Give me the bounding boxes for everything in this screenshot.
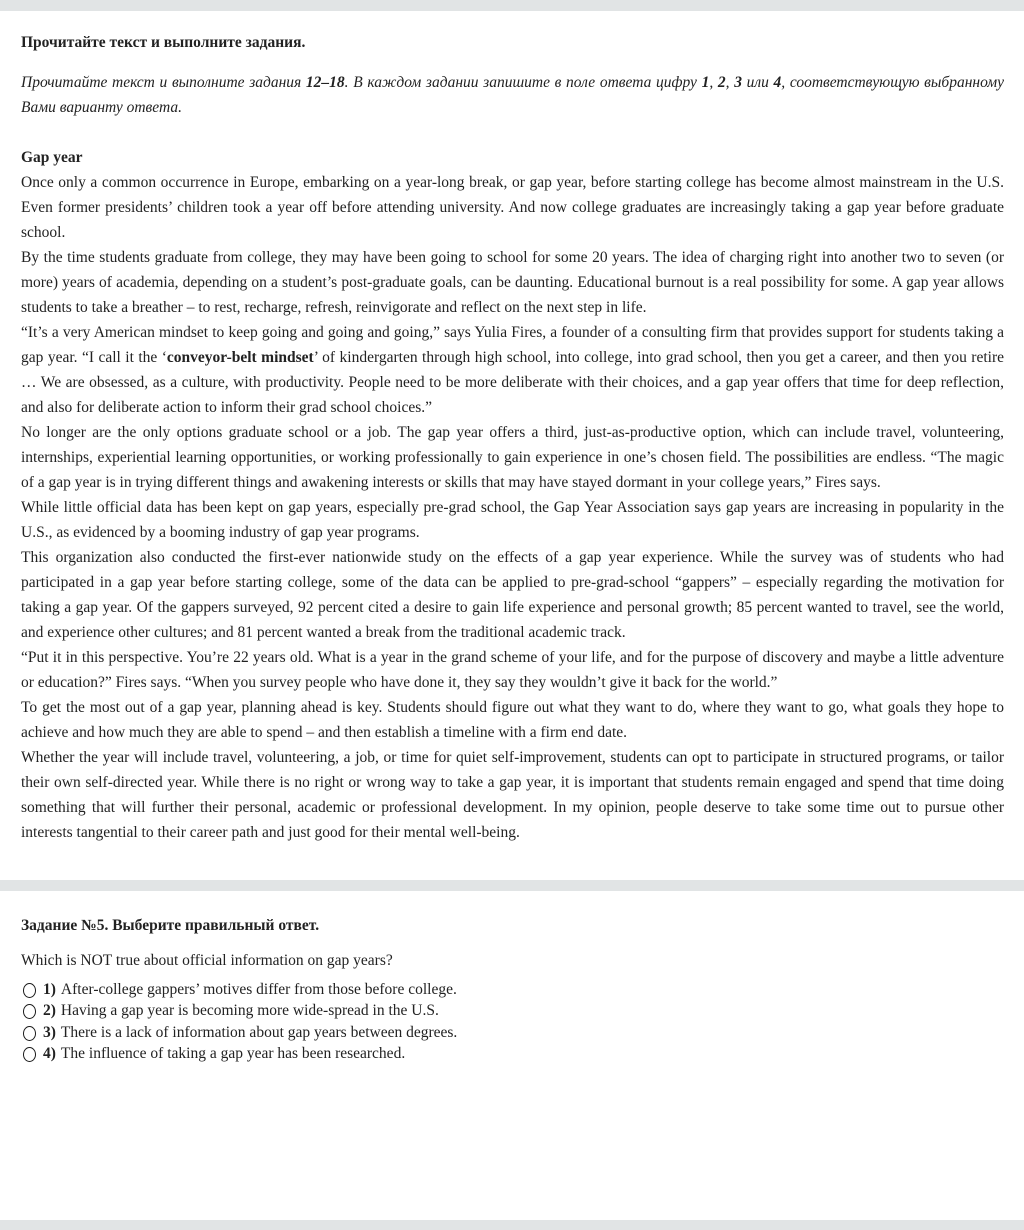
- section-separator-bar: [0, 880, 1024, 891]
- article-title: Gap year: [21, 149, 83, 166]
- option-label: There is a lack of information about gap years between degrees.: [60, 1023, 458, 1041]
- top-separator-bar: [0, 0, 1024, 11]
- radio-button-icon[interactable]: [23, 1026, 36, 1041]
- task-title: Задание №5. Выберите правильный ответ.: [21, 917, 320, 934]
- option-label: After-college gappers’ motives differ from those before college.: [60, 980, 457, 998]
- article-paragraph: Once only a common occurrence in Europe, embarking on a year-long break, or gap year, before starting college has become almost mainstream in the U.S. Even former presidents’ children took a year off before attending university. And now college graduates are increasingly taking a gap year before graduate school.: [21, 174, 1004, 241]
- option-number: 3): [43, 1023, 56, 1041]
- article-paragraph: Whether the year will include travel, volunteering, a job, or time for quiet self-improvement, students can opt to participate in structured programs, or tailor their own self-directed year. While there is no right or wrong way to take a gap year, it is important that students remain engaged and spend that time doing something that will further their personal, academic or professional development. In my opinion, people deserve to take some time out to pursue other interests tangential to their career path and just good for their mental well-being.: [21, 749, 1004, 841]
- reading-section: [0, 30, 1024, 845]
- instructions-subtitle: Прочитайте текст и выполните задания 12–18. В каждом задании запишите в поле ответа цифру 1, 2, 3 или 4, соответствующую выбранному Вами варианту ответа.: [21, 74, 1005, 116]
- task-section: [0, 913, 1024, 1065]
- answer-option-4[interactable]: [21, 1044, 1004, 1066]
- article-paragraph: By the time students graduate from college, they may have been going to school for some 20 years. The idea of charging right into another two to seven (or more) years of academia, depending on a student’s post-graduate goals, can be daunting. Educational burnout is a real possibility for some. A gap year allows students to take a breather – to rest, recharge, refresh, reinvigorate and reflect on the next step in life.: [21, 249, 1004, 316]
- answer-option-2[interactable]: [21, 1001, 1004, 1023]
- option-number: 4): [43, 1045, 56, 1063]
- option-number: 2): [43, 1002, 56, 1020]
- answer-option-1[interactable]: [21, 979, 1004, 1001]
- radio-button-icon[interactable]: [23, 1004, 36, 1019]
- answer-option-3[interactable]: [21, 1022, 1004, 1044]
- question-text: Which is NOT true about official information on gap years?: [21, 952, 393, 969]
- article-paragraph: While little official data has been kept on gap years, especially pre-grad school, the Gap Year Association says gap years are increasing in popularity in the U.S., as evidenced by a booming industry of gap year programs.: [21, 499, 1004, 541]
- option-label: Having a gap year is becoming more wide-spread in the U.S.: [60, 1002, 439, 1020]
- article-paragraph: To get the most out of a gap year, planning ahead is key. Students should figure out what they want to do, where they want to go, what goals they hope to achieve and how much they are able to spend – and then establish a timeline with a firm end date.: [21, 699, 1004, 741]
- section-title: Прочитайте текст и выполните задания.: [21, 34, 306, 51]
- article-paragraph: “Put it in this perspective. You’re 22 years old. What is a year in the grand scheme of your life, and for the purpose of discovery and maybe a little adventure or education?” Fires says. “When you survey people who have done it, they say they wouldn’t give it back for the world.”: [21, 649, 1004, 691]
- option-number: 1): [43, 980, 56, 998]
- article-body: [21, 170, 1004, 845]
- radio-button-icon[interactable]: [23, 983, 36, 998]
- article-paragraph: No longer are the only options graduate school or a job. The gap year offers a third, just-as-productive option, which can include travel, volunteering, internships, experiential learning opportunities, or working professionally to gain experience in one’s chosen field. The possibilities are endless. “The magic of a gap year is in trying different things and awakening interests or skills that may have stayed dormant in your college years,” Fires says.: [21, 424, 1004, 491]
- article-paragraph: “It’s a very American mindset to keep going and going and going,” says Yulia Fires, a founder of a consulting firm that provides support for students taking a gap year. “I call it the ‘conveyor-belt mindset’ of kindergarten through high school, into college, into grad school, then you get a career, and then you retire … We are obsessed, as a culture, with productivity. People need to be more deliberate with their choices, and a gap year offers that time for deep reflection, and also for deliberate action to inform their grad school choices.”: [21, 324, 1004, 416]
- option-label: The influence of taking a gap year has been researched.: [60, 1045, 406, 1063]
- options-list: [21, 979, 1004, 1065]
- radio-button-icon[interactable]: [23, 1047, 36, 1062]
- article-paragraph: This organization also conducted the first-ever nationwide study on the effects of a gap year experience. While the survey was of students who had participated in a gap year before starting college, some of the data can be applied to pre-grad-school “gappers” – especially regarding the motivation for taking a gap year. Of the gappers surveyed, 92 percent cited a desire to gain life experience and personal growth; 85 percent wanted to travel, see the world, and experience other cultures; and 81 percent wanted a break from the traditional academic track.: [21, 549, 1004, 641]
- bottom-separator-bar: [0, 1220, 1024, 1230]
